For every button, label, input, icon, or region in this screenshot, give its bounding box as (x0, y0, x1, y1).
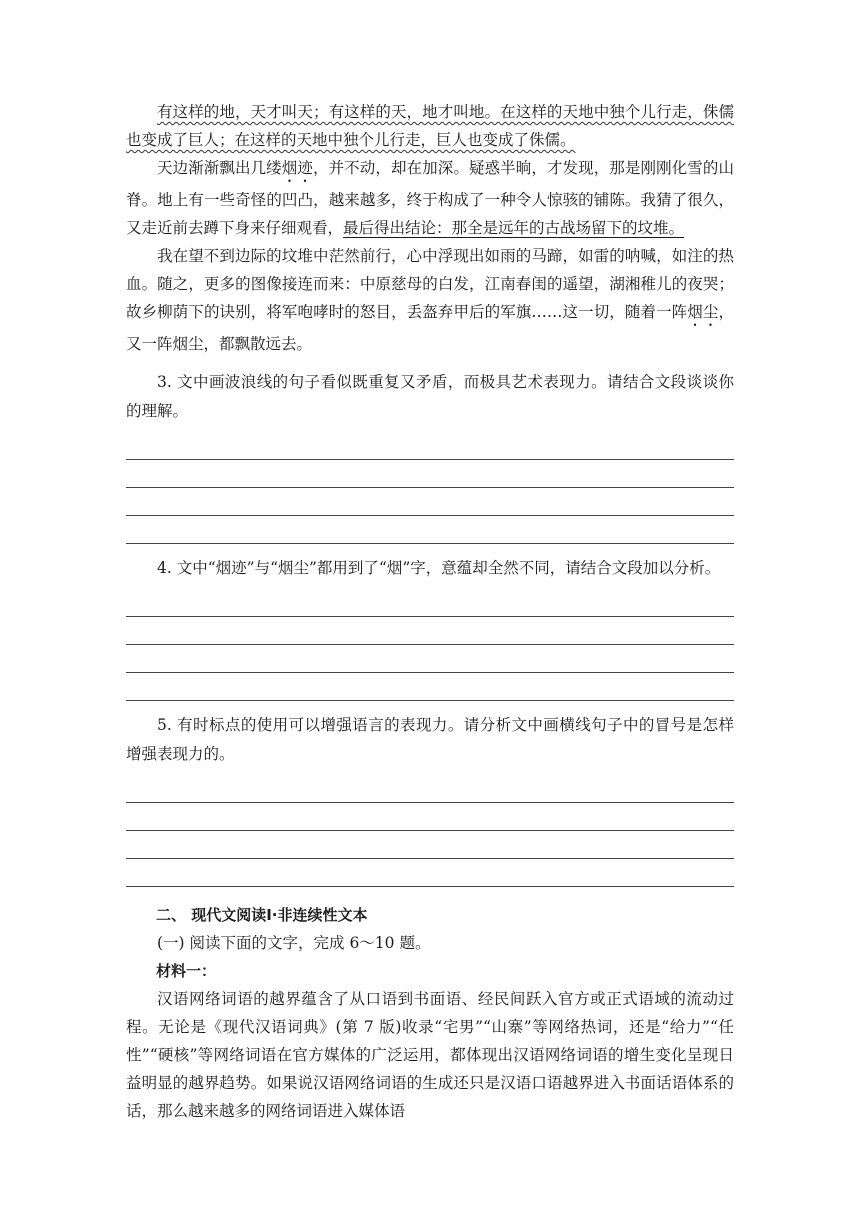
passage-text: ，并不动，却在加深。疑惑半晌，才发现，那是刚刚化雪的山脊。地上有一些奇怪的凹凸，越来越多，终于构成了一种令人惊骇的铺陈。我猜了很久，又走近前去蹲下身来仔细观看， (126, 159, 734, 237)
passage-paragraph-1 (126, 98, 734, 154)
answer-line[interactable] (126, 460, 734, 488)
answer-line[interactable] (126, 673, 734, 701)
passage-text: 天边渐渐飘出几缕 (157, 159, 282, 177)
answer-line[interactable] (126, 775, 734, 803)
answer-line[interactable] (126, 589, 734, 617)
answer-line[interactable] (126, 432, 734, 460)
answer-lines-q4[interactable] (126, 589, 734, 701)
answer-line[interactable] (126, 617, 734, 645)
dotted-word-yanchen: 烟尘 (687, 303, 719, 321)
answer-line[interactable] (126, 516, 734, 544)
answer-lines-q3[interactable] (126, 432, 734, 544)
passage-paragraph-2 (126, 154, 734, 242)
dotted-word-yanji: 烟迹 (281, 159, 313, 177)
passage-text: ，又一阵烟尘，都飘散远去。 (126, 303, 734, 353)
wavy-underlined-sentence: 有这样的地，天才叫天；有这样的天，地才叫地。在这样的天地中独个儿行走，侏儒也变成了巨人；在这样的天地中独个儿行走，巨人也变成了侏儒。 (126, 103, 734, 149)
question-4: 4. 文中“烟迹”与“烟尘”都用到了“烟”字，意蕴却全然不同，请结合文段加以分析。 (157, 559, 721, 577)
question-3: 3. 文中画波浪线的句子看似既重复又矛盾，而极具艺术表现力。请结合文段谈谈你的理解。 (126, 373, 734, 420)
document-page (126, 98, 734, 1125)
answer-line[interactable] (126, 488, 734, 516)
answer-line[interactable] (126, 859, 734, 887)
answer-line[interactable] (126, 645, 734, 673)
answer-lines-q5[interactable] (126, 775, 734, 887)
material-label: 材料一： (156, 962, 217, 980)
material-paragraph: 汉语网络词语的越界蕴含了从口语到书面语、经民间跃入官方或正式语域的流动过程。无论是《现代汉语词典》(第 7 版)收录“宅男”“山寨”等网络热词，还是“给力”“任性”“硬核”等网络词语在官方媒体的广泛运用，都体现出汉语网络词语的增生变化呈现日益明显的越界趋势。如果说汉语网络词语的生成还只是汉语口语越界进入书面话语体系的话，那么越来越多的网络词语进入媒体语 (126, 990, 734, 1120)
sub-instruction: (一) 阅读下面的文字，完成 6～10 题。 (157, 934, 431, 952)
section-heading: 二、 现代文阅读Ⅰ·非连续性文本 (156, 906, 368, 924)
passage-paragraph-3 (126, 242, 734, 358)
answer-line[interactable] (126, 831, 734, 859)
underlined-sentence: 最后得出结论：那全是远年的古战场留下的坟堆。 (343, 219, 685, 237)
passage-text: 我在望不到边际的坟堆中茫然前行，心中浮现出如雨的马蹄，如雷的呐喊，如注的热血。随之，更多的图像接连而来：中原慈母的白发，江南春闺的遥望，湖湘稚儿的夜哭；故乡柳荫下的诀别，将军咆哮时的怒目，丢盔弃甲后的军旗……这一切，随着一阵 (126, 247, 734, 321)
question-5: 5. 有时标点的使用可以增强语言的表现力。请分析文中画横线句子中的冒号是怎样增强表现力的。 (126, 716, 734, 763)
answer-line[interactable] (126, 803, 734, 831)
